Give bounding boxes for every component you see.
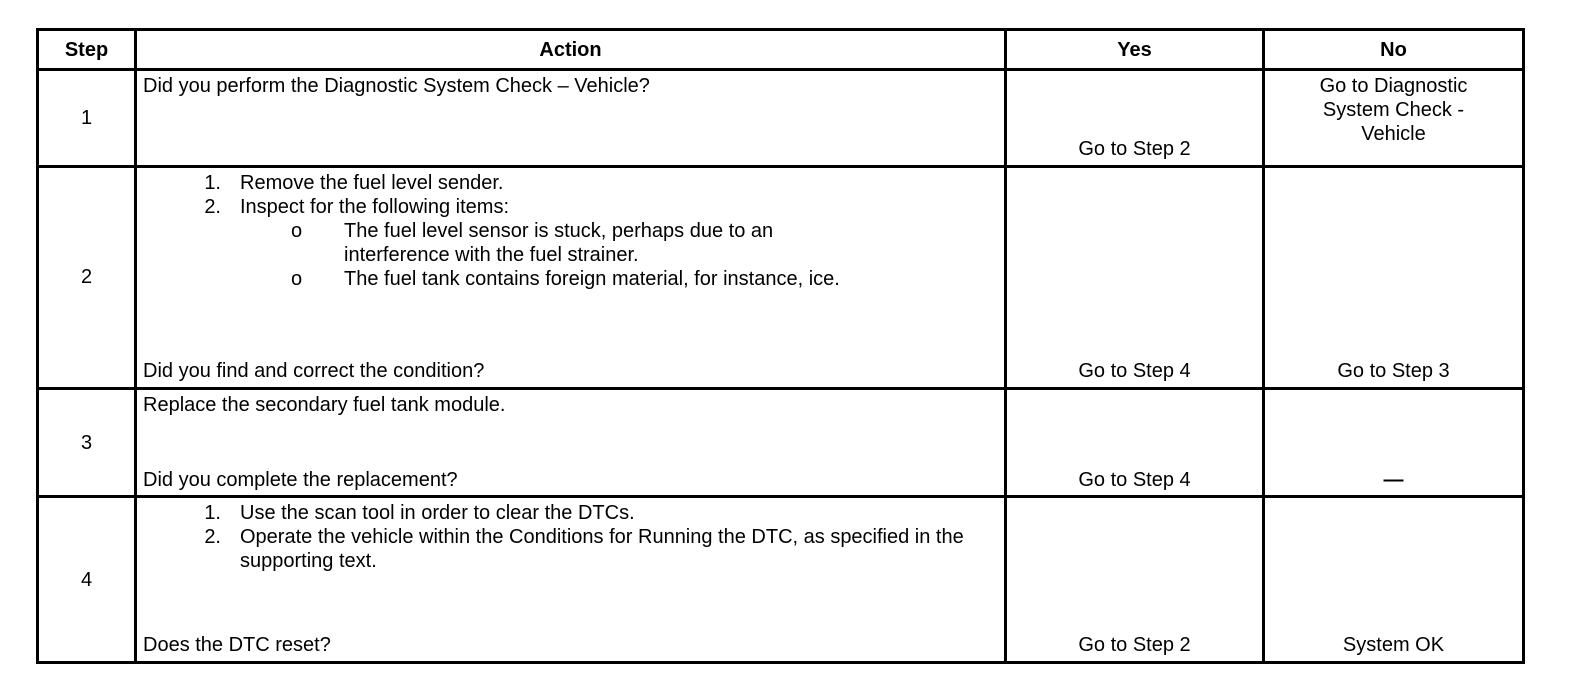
no-text-line: Go to Diagnostic [1319, 75, 1468, 98]
table-row [38, 497, 1524, 663]
step-number: 4 [38, 497, 136, 663]
diagnostic-table [36, 28, 1525, 664]
step-number: 2 [38, 166, 136, 388]
action-text: Did you perform the Diagnostic System Check – Vehicle? [143, 75, 650, 98]
step-number: 3 [38, 389, 136, 497]
action-cell [136, 389, 1006, 497]
no-text-line: System Check - [1322, 99, 1465, 122]
yes-cell [1006, 389, 1264, 497]
yes-cell [1006, 497, 1264, 663]
header-action: Action [136, 30, 1006, 70]
sub-list-item: o The fuel level sensor is stuck, perhaps due to an interference with the fuel strainer. [291, 219, 774, 266]
list-item: 2. Operate the vehicle within the Conditions for Running the DTC, as specified in the supporting text. [204, 526, 964, 573]
no-cell [1264, 389, 1524, 497]
list-item: 2. Inspect for the following items: o The fuel level sensor is stuck, perhaps due to an interference with the fuel strainer. o The fuel tank contains foreign material, for instance, ice. [143, 195, 860, 291]
yes-text: Go to Step 4 [1078, 360, 1191, 383]
no-cell [1264, 70, 1524, 167]
action-question: Does the DTC reset? [143, 634, 331, 657]
list-item: 1. Use the scan tool in order to clear the DTCs. [204, 502, 635, 525]
action-steps [143, 501, 980, 573]
yes-text: Go to Step 2 [1078, 634, 1191, 657]
yes-text: Go to Step 4 [1078, 468, 1191, 491]
header-row [38, 30, 1524, 70]
header-no: No [1264, 30, 1524, 70]
action-text: Replace the secondary fuel tank module. [143, 394, 506, 417]
yes-cell [1006, 166, 1264, 388]
action-question: Did you find and correct the condition? [143, 360, 485, 383]
header-yes: Yes [1006, 30, 1264, 70]
no-text: — [1383, 468, 1404, 491]
no-text-line: Vehicle [1361, 123, 1426, 146]
action-cell [136, 497, 1006, 663]
table-row [38, 70, 1524, 167]
action-steps [143, 171, 860, 291]
no-cell [1264, 166, 1524, 388]
table-row [38, 389, 1524, 497]
action-cell [136, 70, 1006, 167]
yes-text: Go to Step 2 [1078, 138, 1191, 161]
header-step: Step [38, 30, 136, 70]
list-item: 1. Remove the fuel level sender. [204, 171, 504, 194]
no-cell [1264, 497, 1524, 663]
no-text: Go to Step 3 [1337, 360, 1450, 383]
table-row [38, 166, 1524, 388]
action-cell [136, 166, 1006, 388]
sub-list-item: o The fuel tank contains foreign material, for instance, ice. [291, 267, 840, 290]
step-number: 1 [38, 70, 136, 167]
yes-cell [1006, 70, 1264, 167]
no-text: System OK [1342, 634, 1445, 657]
sub-list [240, 219, 860, 291]
action-question: Did you complete the replacement? [143, 468, 458, 491]
